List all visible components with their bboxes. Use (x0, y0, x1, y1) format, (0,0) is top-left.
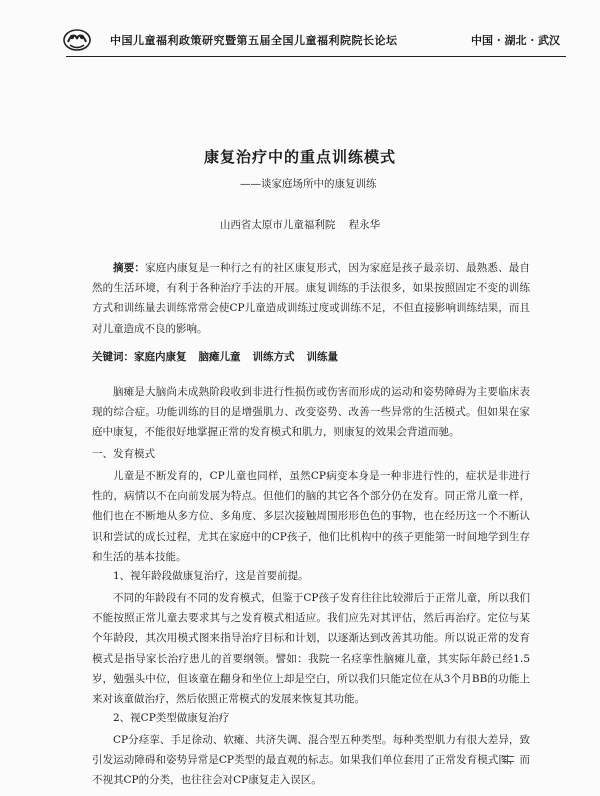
subsection-heading: 2、视CP类型做康复治疗 (113, 712, 230, 724)
section-heading: 一、发育模式 (92, 448, 155, 460)
keyword: 脑瘫儿童 (198, 351, 241, 363)
keyword: 家庭内康复 (134, 351, 187, 363)
section1-paragraph: 儿童是不断发育的，CP儿童也同样，虽然CP病变本身是一种非进行性的，症状是非进行性的，病情以不在向前发展为特点。但他们的脑的其它各个部分仍在发育。同正常儿童一样，他们也在不断地从多方位、多角度、多层次接触周围形形色色的事物，也在经历这一个不断认识和尝试的成长过程，尤其在家庭中的CP孩子，他们比机构中的孩子更能第一时间地学到生存和生活的基本技能。 (92, 470, 530, 563)
keyword: 训练方式 (252, 351, 295, 363)
subsection-heading: 1、视年龄段做康复治疗，这是首要前提。 (113, 570, 309, 582)
author-line (0, 217, 600, 232)
conference-location: 中国 · 湖北 · 武汉 (471, 34, 560, 47)
intro-paragraph: 脑瘫是大脑尚未成熟阶段收到非进行性损伤或伤害而形成的运动和姿势障碍为主要临床表现的综合症。功能训练的目的是增强肌力、改变姿势、改善一些异常的生活模式。但如果在家庭中康复，不能很好地掌握正常的发育模式和肌力，则康复的效果会背道而驰。 (92, 386, 530, 439)
subsection2-paragraph: CP分痉挛、手足徐动、软瘫、共济失调、混合型五种类型。每种类型肌力有很大差异，致引发运动障碍和姿势异常是CP类型的最直观的标志。如果我们单位套用了正常发育模式图，而不视其CP的分类，也往往会对CP康复走入误区。 (92, 734, 530, 787)
conference-logo-icon (62, 28, 92, 52)
abstract-label: 摘要： (113, 262, 146, 274)
keyword: 训练量 (306, 351, 338, 363)
article-title: 康复治疗中的重点训练模式 (203, 148, 396, 166)
keywords (92, 349, 350, 364)
article-subtitle: ——谈家庭场所中的康复训练 (240, 178, 377, 190)
abstract-text: 家庭内康复是一种行之有的社区康复形式，因为家庭是孩子最亲切、最熟悉、最自然的生活环境，有利于各种治疗手法的开展。康复训练的手法很多，如果按照固定不变的训练方式和训练量去训练常常会使CP儿童造成训练过度或训练不足，不但直接影响训练结果，而且对儿童造成不良的影响。 (92, 262, 531, 335)
journal-title: 中国儿童福利政策研究暨第五届全国儿童福利院院长论坛 (110, 34, 398, 47)
affiliation: 山西省太原市儿童福利院 (219, 219, 336, 231)
subsection1-paragraph: 不同的年龄段有不同的发育模式，但鉴于CP孩子发育往往比较滞后于正常儿童，所以我们不能按照正常儿童去要求其与之发育模式相适应。我们应先对其评估，然后再治疗。定位与某个年龄段，其次用模式图来指导治疗目标和计划，以逐渐达到改善其功能。所以说正常的发育模式是指导家长治疗患儿的首要纲领。譬如：我院一名痉挛性脑瘫儿童，其实际年龄已经1.5岁，勉强头中位，但该童在翻身和坐位上却是空白，所以我们只能定位在从3个月BB的功能上来对该童做治疗，然后依照正常模式的发展来恢复其功能。 (92, 592, 530, 706)
author-name: 程永华 (348, 219, 381, 231)
abstract (92, 258, 530, 339)
keywords-label: 关键词： (92, 351, 134, 363)
running-header (66, 26, 566, 57)
page-mark (502, 756, 514, 762)
